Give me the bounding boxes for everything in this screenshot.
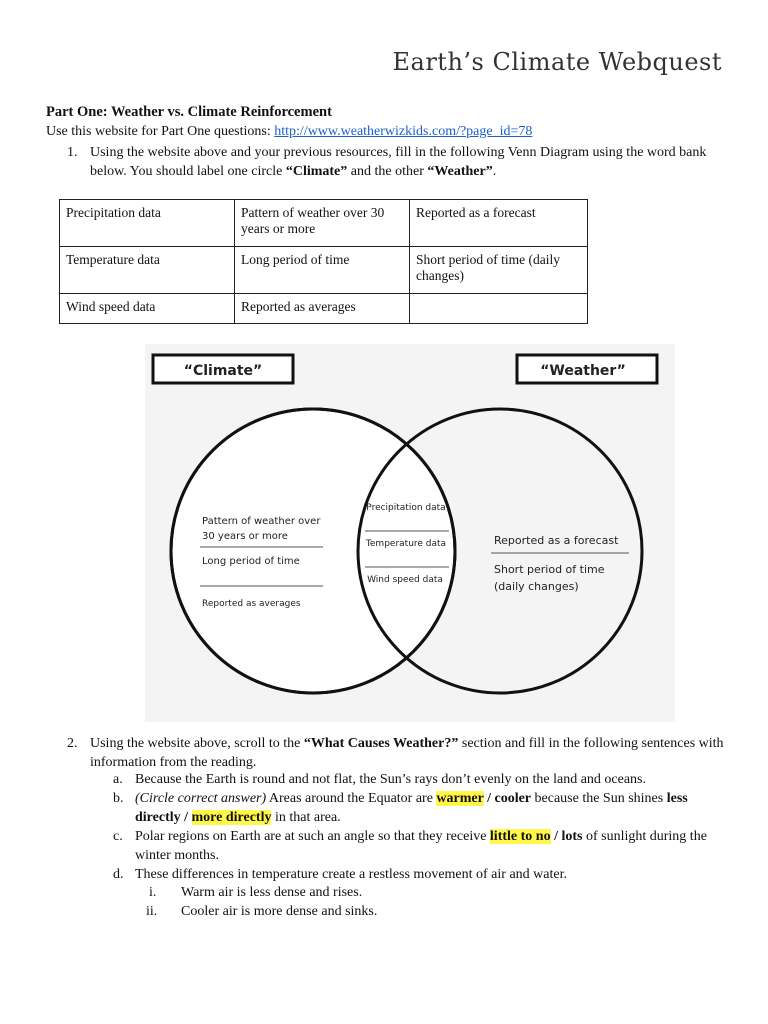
word-bank-table [59, 199, 588, 324]
venn-left-item: Reported as averages [202, 599, 301, 609]
answer-little-to-no[interactable]: little to no [489, 829, 551, 844]
q1-text [90, 143, 730, 181]
part-one-intro [46, 124, 532, 140]
website-link[interactable]: http://www.weatherwizkids.com/?page_id=78 [274, 124, 533, 139]
weather-label: “Weather” [540, 363, 626, 379]
venn-diagram [145, 344, 675, 722]
q2d-i-text: Warm air is less dense and rises. [181, 885, 363, 900]
q1-line2: below. You should label one circle “Climate” and the other “Weather”. [90, 164, 497, 179]
q2-text [90, 734, 740, 772]
intro-text: Use this website for Part One questions: [46, 124, 275, 139]
answer-lots[interactable]: lots [561, 829, 583, 844]
answer-cooler[interactable]: cooler [494, 791, 532, 806]
q2d-marker: d. [113, 867, 124, 882]
table-cell: Long period of time [235, 247, 410, 294]
q1-weather-label: “Weather” [427, 164, 493, 179]
table-row [60, 294, 588, 324]
weather-label-box [517, 355, 657, 383]
venn-center-item: Precipitation data [366, 503, 446, 513]
table-row [60, 247, 588, 294]
climate-label-box [153, 355, 293, 383]
table-row [60, 200, 588, 247]
q2-line1: Using the website above, scroll to the “What Causes Weather?” section and fill in the following sentences with [90, 736, 724, 751]
q2a-text: Because the Earth is round and not flat, the Sun’s rays don’t evenly on the land and oceans. [135, 772, 646, 787]
climate-label: “Climate” [183, 363, 263, 379]
q2d-i-marker: i. [149, 885, 157, 900]
venn-left-item: Long period of time [202, 556, 300, 567]
venn-left-item: 30 years or more [202, 531, 288, 542]
q2c-text: Polar regions on Earth are at such an angle so that they receive little to no / lots of sunlight during the winter months. [135, 829, 707, 863]
q2-line2: information from the reading. [90, 755, 257, 770]
q2c-marker: c. [113, 829, 123, 844]
q2d-ii-marker: ii. [146, 904, 158, 919]
venn-center-item: Wind speed data [367, 575, 443, 585]
venn-right-item: Reported as a forecast [494, 534, 619, 547]
venn-left-item: Pattern of weather over [202, 516, 321, 527]
table-cell: Reported as a forecast [410, 200, 588, 247]
q2b-marker: b. [113, 791, 124, 806]
q2-number: 2. [67, 736, 78, 751]
table-cell: Precipitation data [60, 200, 235, 247]
page-title: Earth’s Climate Webquest [392, 48, 722, 76]
answer-less-directly[interactable]: less [666, 791, 688, 806]
q2b-text: (Circle correct answer) Areas around the Equator are warmer / cooler because the Sun shines less directly / more directly in that area. [135, 791, 688, 825]
table-cell [410, 294, 588, 324]
table-cell: Pattern of weather over 30 years or more [235, 200, 410, 247]
q2a-marker: a. [113, 772, 123, 787]
venn-center-item: Temperature data [365, 539, 447, 549]
venn-right-item: (daily changes) [494, 580, 579, 593]
table-cell: Wind speed data [60, 294, 235, 324]
q1-line1: Using the website above and your previous resources, fill in the following Venn Diagram using the word bank [90, 145, 707, 160]
q2-section-name: “What Causes Weather?” [303, 736, 459, 751]
q1-number: 1. [67, 145, 78, 160]
answer-warmer[interactable]: warmer [436, 791, 484, 806]
answer-more-directly[interactable]: more directly [191, 810, 272, 825]
part-one-heading: Part One: Weather vs. Climate Reinforcement [46, 104, 332, 120]
table-cell: Short period of time (daily changes) [410, 247, 588, 294]
q2d-text: These differences in temperature create a restless movement of air and water. [135, 867, 567, 882]
q2d-ii-text: Cooler air is more dense and sinks. [181, 904, 378, 919]
table-cell: Temperature data [60, 247, 235, 294]
venn-right-item: Short period of time [494, 563, 605, 576]
q1-climate-label: “Climate” [285, 164, 348, 179]
table-cell: Reported as averages [235, 294, 410, 324]
